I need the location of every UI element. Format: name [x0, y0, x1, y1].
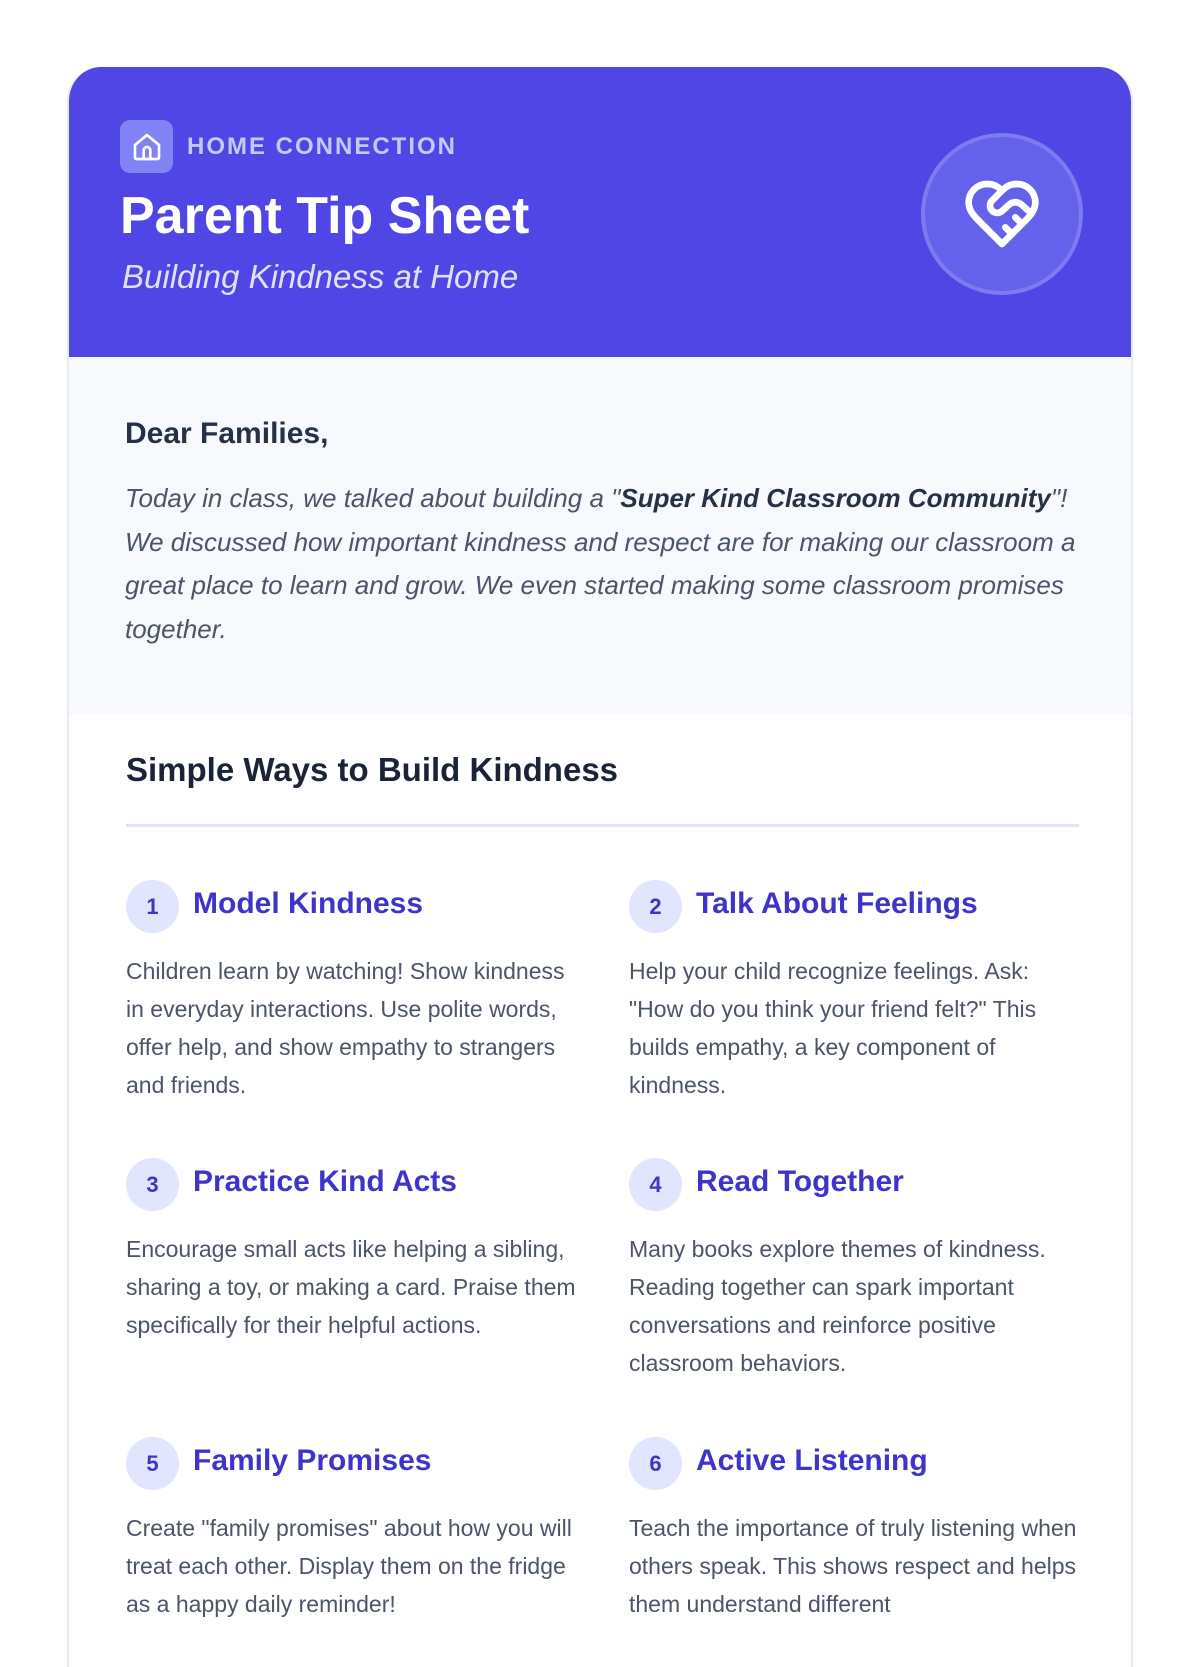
- tip-text: Children learn by watching! Show kindness in everyday interactions. Use polite words, offer help, and show empathy to strangers and friends.: [126, 958, 565, 1098]
- intro-highlight: Super Kind Classroom Community: [620, 483, 1051, 513]
- greeting: Dear Families,: [125, 417, 329, 450]
- tip-number-badge: 2: [629, 880, 682, 933]
- tip-text: Create "family promises" about how you will treat each other. Display them on the fridge as a happy daily reminder!: [126, 1515, 572, 1617]
- tip-text: Help your child recognize feelings. Ask: "How do you think your friend felt?" This builds empathy, a key component of kindness.: [629, 958, 1037, 1098]
- tip-number-badge: 5: [126, 1437, 179, 1490]
- tip-number-badge: 4: [629, 1158, 682, 1211]
- badge-label: HOME CONNECTION: [187, 133, 457, 160]
- tip-number-badge: 6: [629, 1437, 682, 1490]
- intro-paragraph: [125, 477, 1085, 651]
- tip-number-badge: 1: [126, 880, 179, 933]
- tip-title: Active Listening: [696, 1444, 928, 1477]
- tip-number-badge: 3: [126, 1158, 179, 1211]
- intro-section: [67, 357, 1133, 714]
- tip-sheet-card: [67, 67, 1133, 1667]
- intro-text-start: Today in class, we talked about building a ": [125, 483, 621, 513]
- tip-title: Family Promises: [193, 1444, 432, 1477]
- tip-text: Many books explore themes of kindness. Reading together can spark important conversations and reinforce positive classroom behaviors.: [629, 1236, 1046, 1376]
- page-title: Parent Tip Sheet: [120, 187, 530, 245]
- tip-text: Teach the importance of truly listening when others speak. This shows respect and helps them understand different: [629, 1515, 1077, 1617]
- section-divider: [126, 824, 1079, 827]
- page-subtitle: Building Kindness at Home: [122, 258, 519, 295]
- intro-text-end: "! We discussed how important kindness and respect are for making our classroom a great place to learn and grow. We even started making some classroom promises together.: [125, 483, 1076, 644]
- tip-title: Model Kindness: [193, 887, 424, 920]
- section-title: Simple Ways to Build Kindness: [126, 751, 619, 788]
- tip-title: Talk About Feelings: [696, 887, 978, 920]
- home-icon: [120, 120, 173, 173]
- heart-handshake-icon: [921, 133, 1083, 295]
- tip-title: Read Together: [696, 1165, 904, 1198]
- header-banner: [67, 67, 1133, 357]
- tip-title: Practice Kind Acts: [193, 1165, 457, 1198]
- tip-text: Encourage small acts like helping a sibling, sharing a toy, or making a card. Praise them specifically for their helpful actions.: [126, 1236, 576, 1338]
